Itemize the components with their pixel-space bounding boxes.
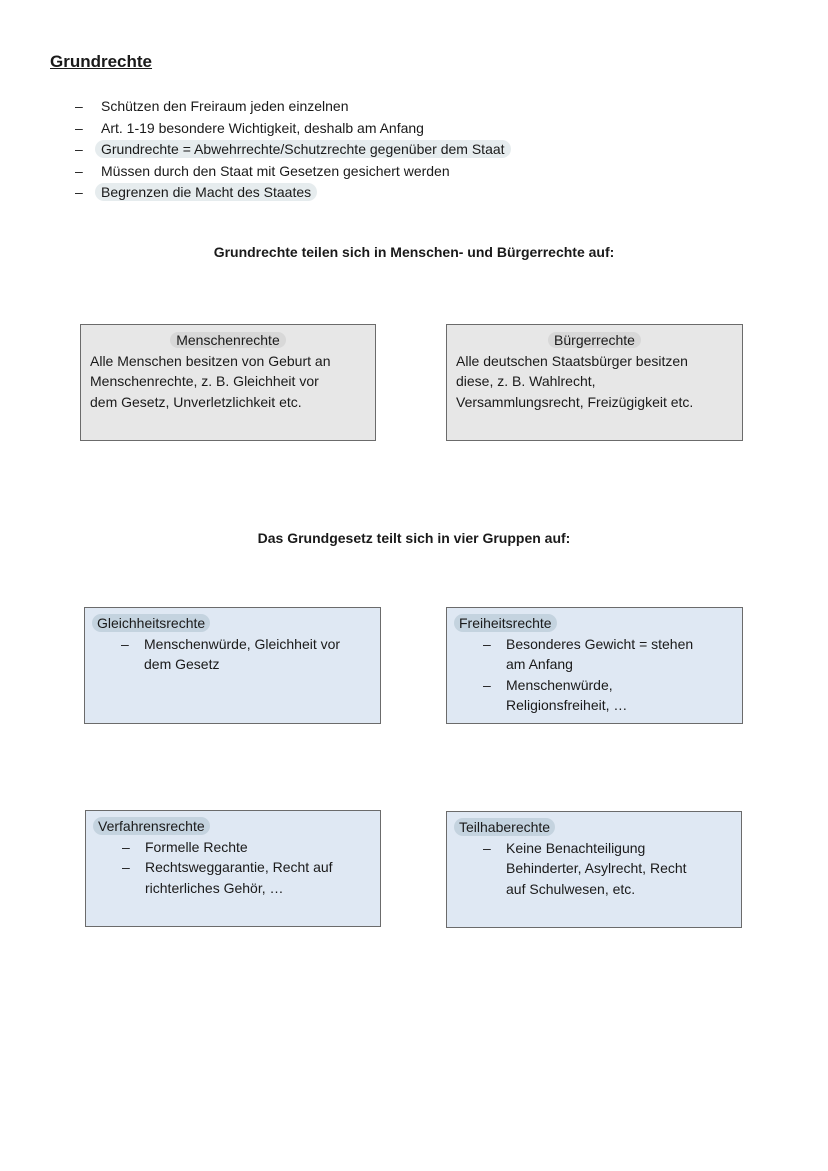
box-title: Freiheitsrechte xyxy=(455,613,734,634)
box-line: diese, z. B. Wahlrecht, xyxy=(456,373,596,389)
gleichheitsrechte-box xyxy=(84,607,381,724)
list-item: – Besonderes Gewicht = stehen am Anfang xyxy=(483,635,694,672)
box-line: Alle Menschen besitzen von Geburt an xyxy=(90,352,331,369)
page-title: Grundrechte xyxy=(50,52,153,71)
bullet-text: Schützen den Freiraum jeden einzelnen xyxy=(101,98,349,114)
list-item: – Rechtsweggarantie, Recht auf richterliches Gehör, … xyxy=(122,859,333,896)
intro-bullet-list xyxy=(75,96,511,204)
box-line: Versammlungsrecht, Freizügigkeit etc. xyxy=(456,393,694,410)
dash-bullet: – xyxy=(75,184,83,200)
section-heading-groups: Das Grundgesetz teilt sich in vier Gruppen auf: xyxy=(257,530,571,546)
list-item xyxy=(75,96,511,118)
section-heading-rights-types: Grundrechte teilen sich in Menschen- und Bürgerrechte auf: xyxy=(213,244,615,260)
group-item-list xyxy=(455,634,734,716)
list-item: – Keine Benachteiligung Behinderter, Asylrecht, Recht auf Schulwesen, etc. xyxy=(483,839,687,897)
buergerrechte-box xyxy=(446,324,743,441)
dash-bullet: – xyxy=(75,141,83,157)
list-item xyxy=(75,161,511,183)
menschenrechte-box xyxy=(80,324,376,441)
list-item xyxy=(75,118,511,140)
box-title: Bürgerrechte xyxy=(456,330,733,351)
box-title: Teilhaberechte xyxy=(455,817,733,838)
box-line: Alle deutschen Staatsbürger besitzen xyxy=(456,352,688,369)
box-title: Menschenrechte xyxy=(90,330,366,351)
box-line: dem Gesetz, Unverletzlichkeit etc. xyxy=(90,393,302,410)
list-item: – Menschenwürde, Religionsfreiheit, … xyxy=(483,676,628,713)
group-item-list xyxy=(94,837,372,899)
dash-bullet: – xyxy=(75,119,83,136)
bullet-text-highlighted: Grundrechte = Abwehrrechte/Schutzrechte gegenüber dem Staat xyxy=(95,140,511,158)
box-title: Gleichheitsrechte xyxy=(93,613,372,634)
teilhaberechte-box xyxy=(446,811,742,928)
box-line: Menschenrechte, z. B. Gleichheit vor xyxy=(90,373,319,389)
group-item-list xyxy=(455,838,733,900)
group-item-list xyxy=(93,634,372,675)
freiheitsrechte-box xyxy=(446,607,743,724)
dash-bullet: – xyxy=(75,98,83,114)
list-item: – Formelle Rechte xyxy=(122,838,248,855)
list-item: – Menschenwürde, Gleichheit vor dem Gesetz xyxy=(121,635,341,672)
dash-bullet: – xyxy=(75,162,83,179)
bullet-text: Art. 1-19 besondere Wichtigkeit, deshalb am Anfang xyxy=(101,119,424,136)
box-title: Verfahrensrechte xyxy=(94,816,372,837)
bullet-text: Müssen durch den Staat mit Gesetzen gesichert werden xyxy=(101,162,450,179)
list-item xyxy=(75,182,511,204)
verfahrensrechte-box xyxy=(85,810,381,927)
bullet-text-highlighted: Begrenzen die Macht des Staates xyxy=(95,183,317,201)
list-item xyxy=(75,139,511,161)
